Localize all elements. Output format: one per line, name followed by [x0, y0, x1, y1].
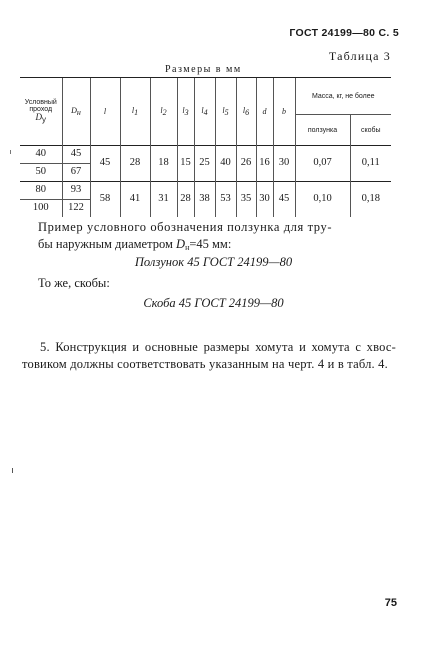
header-mass-bracket: скобы: [350, 115, 391, 146]
header-mass-slider: ползунка: [295, 115, 350, 146]
example-paragraph: Пример условного обозначения ползунка для тру- бы наружным диаметром Dн=45 мм:: [38, 220, 333, 252]
header-l2: l2: [150, 78, 177, 146]
table-row: 80 93 58 41 31 28 38 53 35 30 45 0,10 0,18: [20, 182, 391, 200]
dimensions-caption: Размеры в мм: [165, 64, 242, 75]
header-l1: l1: [120, 78, 150, 146]
example-paragraph-line2: бы наружным диаметром Dн=45 мм:: [38, 237, 232, 252]
header-mass: Масса, кг, не более: [295, 78, 391, 115]
table-label: Таблица 3: [328, 49, 391, 63]
table-row: 40 45 45 28 18 15 25 40 26 16 30 0,07 0,11: [20, 146, 391, 164]
header-l3: l3: [177, 78, 194, 146]
bracket-paragraph: То же, скобы:: [38, 276, 110, 290]
table-row: 50 67: [20, 164, 391, 182]
header-l6: l6: [236, 78, 256, 146]
header-l5: l5: [215, 78, 236, 146]
scan-mark: [12, 468, 13, 473]
header-nominal-bore: Условный проход Dу: [20, 78, 62, 146]
header-d: d: [256, 78, 273, 146]
header-b: b: [273, 78, 295, 146]
header-outer-diameter: Dн: [62, 78, 90, 146]
bracket-designation-example: Скоба 45 ГОСТ 24199—80: [143, 296, 284, 310]
header-l: l: [90, 78, 120, 146]
table-row: 100 122: [20, 200, 391, 218]
document-reference-header: ГОСТ 24199—80 С. 5: [289, 27, 399, 39]
dimensions-table: [20, 77, 391, 217]
scan-mark: [10, 150, 11, 154]
clause-5-paragraph: 5. Конструкция и основные размеры хомута и хомута с хвос-товиком должны соответствовать указанным на черт. 4 и в табл. 4.: [22, 340, 396, 371]
header-l4: l4: [194, 78, 215, 146]
page-number: 75: [384, 597, 397, 609]
slider-designation-example: Ползунок 45 ГОСТ 24199—80: [134, 255, 293, 269]
